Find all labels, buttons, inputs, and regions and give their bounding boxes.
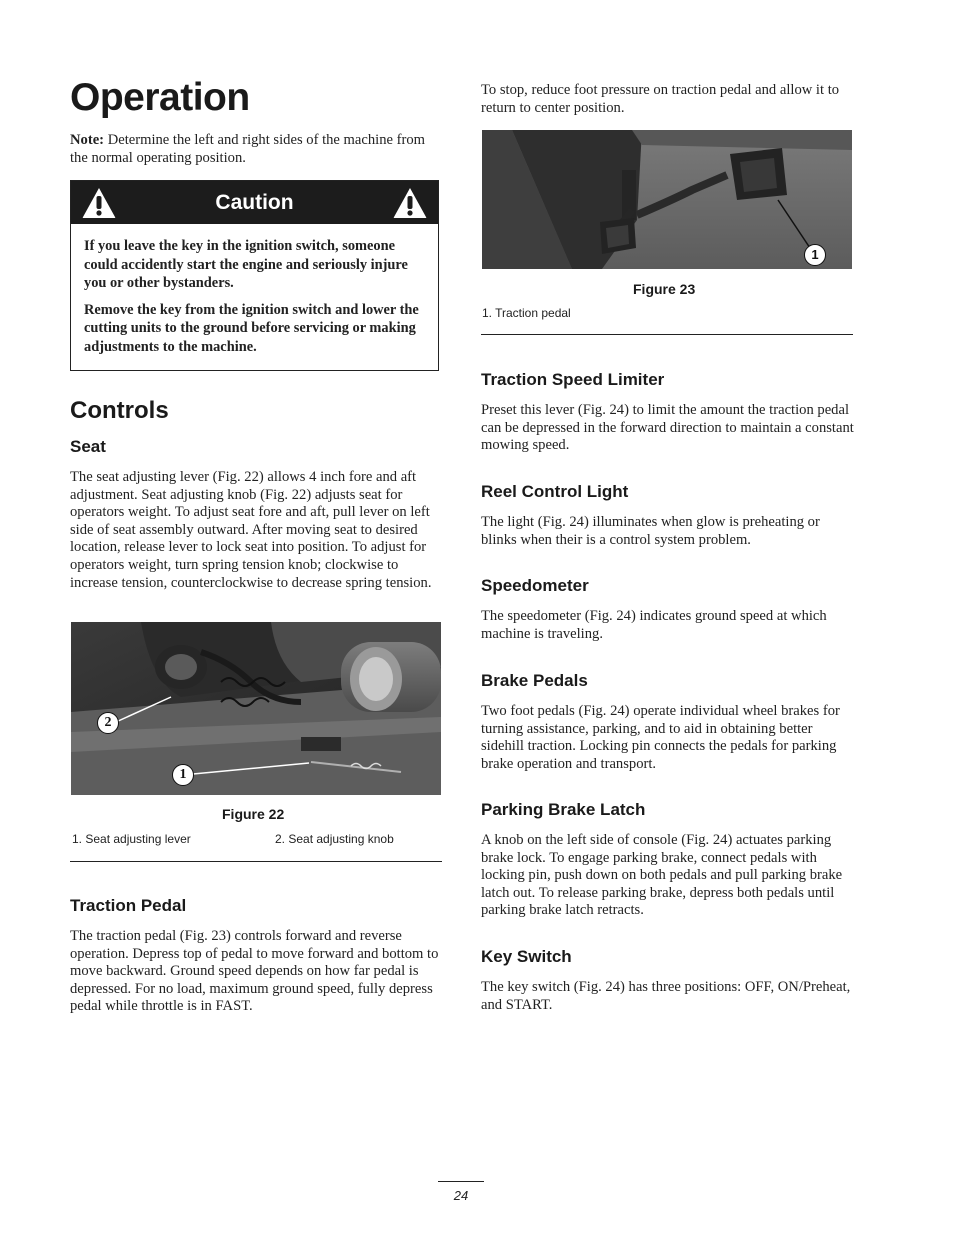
figure-22-callout-1: 1 [172,764,194,786]
figure-22-rule [70,861,442,862]
figure-23-callout-1: 1 [804,244,826,266]
traction-speed-limiter-text: Preset this lever (Fig. 24) to limit the amount the traction pedal can be depressed in the forward direction to maintain a constant mowing speed. [481,402,854,454]
brake-pedals-text: Two foot pedals (Fig. 24) operate individual wheel brakes for turning assistance, parking, and to aid in obtaining better sidehill traction. Locking pin connects the pedals for parking brake operation and transport. [481,703,840,772]
reel-control-light-heading: Reel Control Light [481,482,629,501]
traction-pedal-heading: Traction Pedal [70,896,187,915]
warning-triangle-icon [82,187,116,219]
caution-paragraph-2: Remove the key from the ignition switch and lower the cutting units to the ground before servicing or making adjustments to the machine. [84,301,419,355]
traction-pedal-text: The traction pedal (Fig. 23) controls forward and reverse operation. Depress top of pedal to move forward and bottom to move backward. Ground speed depends on how far pedal is depressed. For no load, maximum ground speed, fully depress pedal while throttle is in FAST. [70,928,439,1015]
caution-paragraph-1: If you leave the key in the ignition switch, someone could accidently start the engine and seriously injure you or other bystanders. [84,238,408,291]
speedometer-text: The speedometer (Fig. 24) indicates ground speed at which machine is traveling. [481,608,827,642]
figure-22-legend-2: 2. Seat adjusting knob [275,832,394,846]
key-switch-text: The key switch (Fig. 24) has three positions: OFF, ON/Preheat, and START. [481,979,851,1013]
page-title: Operation [70,76,250,119]
caution-box [70,180,439,371]
warning-triangle-icon [393,187,427,219]
figure-22-photo [71,622,441,795]
stop-text: To stop, reduce foot pressure on traction pedal and allow it to return to center position. [481,82,840,116]
figure-23-caption: Figure 23 [633,281,696,297]
note-paragraph [70,132,442,167]
figure-22-callout-2: 2 [97,712,119,734]
reel-control-light-text: The light (Fig. 24) illuminates when glow is preheating or blinks when their is a control system problem. [481,514,820,548]
caution-body [71,224,438,356]
seat-text: The seat adjusting lever (Fig. 22) allows 4 inch fore and aft adjustment. Seat adjusting knob (Fig. 22) adjusts seat for operators weight. To adjust seat fore and aft, pull lever on left side of seat assembly outward. After moving seat to desired location, release lever to lock seat into position. To adjust for operators weight, turn spring tension knob; clockwise to increase tension, counterclockwise to decrease spring tension. [70,469,432,591]
caution-header [71,181,438,224]
traction-speed-limiter-heading: Traction Speed Limiter [481,370,665,389]
seat-heading: Seat [70,437,106,456]
note-label: Note: [70,132,105,148]
figure-22-caption: Figure 22 [222,806,285,822]
figure-23-rule [481,334,853,335]
figure-22-legend-1: 1. Seat adjusting lever [72,832,191,846]
parking-brake-latch-text: A knob on the left side of console (Fig. 24) actuates parking brake lock. To engage parking brake, connect pedals with locking pin, push down on both pedals and pull parking brake latch out. To release parking brake, depress both pedals until parking brake latch retracts. [481,832,843,919]
speedometer-heading: Speedometer [481,576,589,595]
parking-brake-latch-heading: Parking Brake Latch [481,800,646,819]
figure-23-photo [482,130,852,269]
page-number: 24 [438,1181,484,1203]
controls-heading: Controls [70,397,169,424]
note-text: Determine the left and right sides of the machine from the normal operating position. [70,132,426,166]
key-switch-heading: Key Switch [481,947,572,966]
figure-23-legend-1: 1. Traction pedal [482,306,571,320]
caution-title: Caution [215,190,294,214]
brake-pedals-heading: Brake Pedals [481,671,588,690]
